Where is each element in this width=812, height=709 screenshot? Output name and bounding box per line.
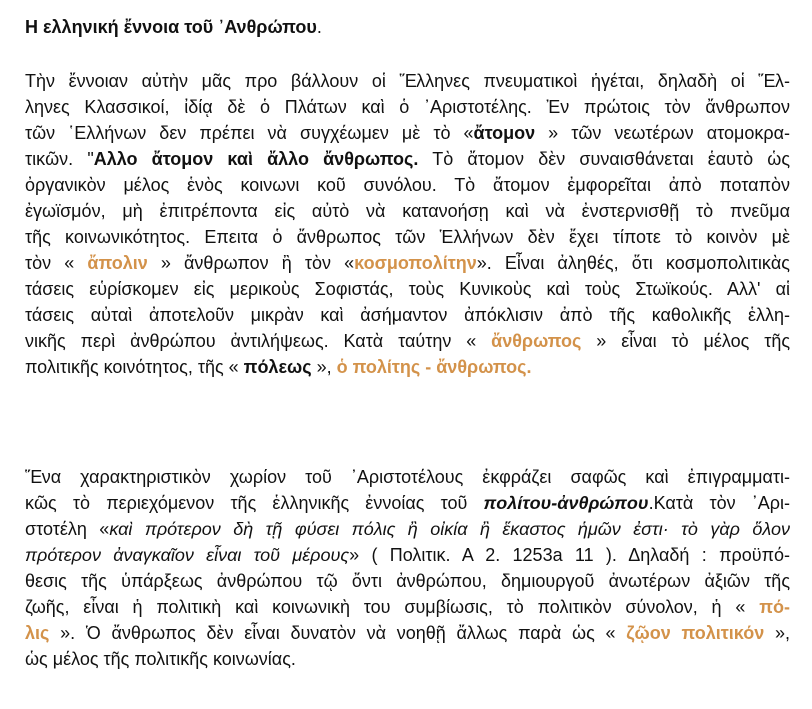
term-atomon: ἄτομον bbox=[473, 123, 536, 143]
text-run: ἐγωϊσμόν, μὴ ἐπιτρέποντα εἰς αὐτὸ νὰ κατανοήσῃ καὶ νὰ ἐνστερνισθῇ τὸ πνεῦμα bbox=[25, 201, 790, 221]
aristotle-quote: πρότερον ἀναγκαῖον εἶναι τοῦ μέρους bbox=[25, 545, 350, 565]
term-poleos: πόλεως bbox=[243, 357, 312, 377]
text-run: ὡς μέλος τῆς πολιτικῆς κοινωνίας. bbox=[25, 649, 296, 669]
text-line bbox=[25, 250, 790, 276]
text-line bbox=[25, 646, 790, 672]
text-line bbox=[25, 68, 790, 94]
text-line bbox=[25, 198, 790, 224]
text-run: τῶν ῾Ελλήνων δεν πρέπει νὰ συγχέωμεν μὲ τὸ « bbox=[25, 123, 474, 143]
text-run: ». Ὁ ἄνθρωπος δὲν εἶναι δυνατὸν νὰ νοηθῇ ἄλλως παρὰ ὡς « bbox=[49, 623, 627, 643]
text-line bbox=[25, 620, 790, 646]
title-text: Η ελληνική ἔννοια τοῦ ᾿Ανθρώπου bbox=[25, 17, 317, 37]
term-polis-part2: λις bbox=[25, 623, 50, 643]
text-run: θεσις τῆς ὑπάρξεως ἀνθρώπου τῷ ὄντι ἀνθρώπου, δημιουργοῦ ἀνωτέρων ἀξιῶν τῆς bbox=[25, 571, 790, 591]
term-polis-part1: πό- bbox=[759, 597, 790, 617]
text-run: Τὴν ἔννοιαν αὐτὴν μᾶς προ βάλλουν οἱ Ἕλληνες πνευματικοὶ ἡγέται, δηλαδὴ οἱ Ἕλ- bbox=[25, 71, 790, 91]
text-line bbox=[25, 516, 790, 542]
text-line bbox=[25, 464, 790, 490]
page-title bbox=[25, 14, 322, 40]
text-line bbox=[25, 224, 790, 250]
text-line bbox=[25, 276, 790, 302]
text-run: στοτέλη « bbox=[25, 519, 110, 539]
term-kosmopolitin: κοσμοπολίτην bbox=[354, 253, 477, 273]
term-apolin: ἄπολιν bbox=[87, 253, 148, 273]
text-run: ληνες Κλασσικοί, ἰδίᾳ δὲ ὁ Πλάτων καὶ ὁ ᾿Αριστοτέλης. Ἐν πρώτοις τὸν ἄνθρωπον bbox=[25, 97, 790, 117]
text-run: ὀργανικὸν μέλος ἑνὸς κοινωνι κοῦ συνόλου. Τὸ ἄτομον ἐμφορεῖται ἀπὸ ποταπὸν bbox=[25, 175, 790, 195]
text-run: » τῶν νεωτέρων ατομοκρα- bbox=[535, 123, 790, 143]
text-line bbox=[25, 568, 790, 594]
text-line bbox=[25, 354, 790, 380]
text-run: πολιτικῆς κοινότητος, τῆς « bbox=[25, 357, 244, 377]
text-line bbox=[25, 146, 790, 172]
text-run: τικῶν. " bbox=[25, 149, 94, 169]
text-line bbox=[25, 94, 790, 120]
text-run: τῆς κοινωνικότητος. Επειτα ὁ ἄνθρωπος τῶν Ἑλλήνων δὲν ἔχει τίποτε τὸ κοινὸν μὲ bbox=[25, 227, 790, 247]
text-run: ». Εἶναι ἀληθές, ὅτι κοσμοπολιτικὰς bbox=[476, 253, 790, 273]
bold-phrase: Αλλο ἄτομον καὶ ἄλλο ἄνθρωπος. bbox=[93, 149, 419, 169]
text-line bbox=[25, 302, 790, 328]
text-line bbox=[25, 594, 790, 620]
paragraph-2 bbox=[25, 464, 790, 672]
text-run: Ἕνα χαρακτηριστικὸν χωρίον τοῦ ᾿Αριστοτέλους ἐκφράζει σαφῶς καὶ ἐπιγραμματι- bbox=[25, 467, 790, 487]
text-run: τάσεις εὑρίσκομεν εἰς μερικοὺς Σοφιστάς, τοὺς Κυνικοὺς καὶ τοὺς Στωϊκούς. Αλλ' αἱ bbox=[25, 279, 790, 299]
text-line bbox=[25, 120, 790, 146]
aristotle-quote: καὶ πρότερον δὴ τῇ φύσει πόλις ἢ οἰκία ἢ ἕκαστος ἡμῶν ἐστι· τὸ γὰρ ὅλον bbox=[109, 519, 790, 539]
paragraph-1 bbox=[25, 68, 790, 380]
text-run: Τὸ ἄτομον δὲν συναισθάνεται ἑαυτὸ ὡς bbox=[418, 149, 791, 169]
text-line bbox=[25, 172, 790, 198]
text-line bbox=[25, 542, 790, 568]
text-line bbox=[25, 328, 790, 354]
text-run: » ἄνθρωπον ἢ τὸν « bbox=[147, 253, 355, 273]
text-run: .Κατὰ τὸν ᾿Αρι- bbox=[648, 493, 790, 513]
text-run: » ( Πολιτικ. Α 2. 1253a 11 ). Δηλαδή : προϋπό- bbox=[349, 545, 791, 565]
term-politis-anthropos: ὁ πολίτης - ἄνθρωπος. bbox=[336, 357, 532, 377]
term-zoon-politikon: ζῷον πολιτικόν bbox=[626, 623, 765, 643]
text-run: », bbox=[764, 623, 790, 643]
text-run: κῶς τὸ περιεχόμενον τῆς ἑλληνικῆς ἐννοίας τοῦ bbox=[25, 493, 484, 513]
text-run: » εἶναι τὸ μέλος τῆς bbox=[581, 331, 791, 351]
text-line bbox=[25, 490, 790, 516]
text-run: τὸν « bbox=[25, 253, 88, 273]
term-anthropos: ἄνθρωπος bbox=[491, 331, 582, 351]
text-run: νικῆς περὶ ἀνθρώπου ἀντιλήψεως. Κατὰ ταύτην « bbox=[25, 331, 492, 351]
term-politou-anthropou: πολίτου-ἀνθρώπου bbox=[483, 493, 649, 513]
title-period: . bbox=[316, 17, 322, 37]
text-run: ζωῆς, εἶναι ἡ πολιτικὴ καὶ κοινωνικὴ του συμβίωσις, τὸ πολιτικὸν σύνολον, ἡ « bbox=[25, 597, 760, 617]
text-run: τάσεις αὐταὶ ἀποτελοῦν μικρὰν καὶ ἀσήμαντον ἀπόκλισιν ἀπὸ τῆς καθολικῆς ἑλλη- bbox=[25, 305, 790, 325]
text-run: », bbox=[311, 357, 337, 377]
